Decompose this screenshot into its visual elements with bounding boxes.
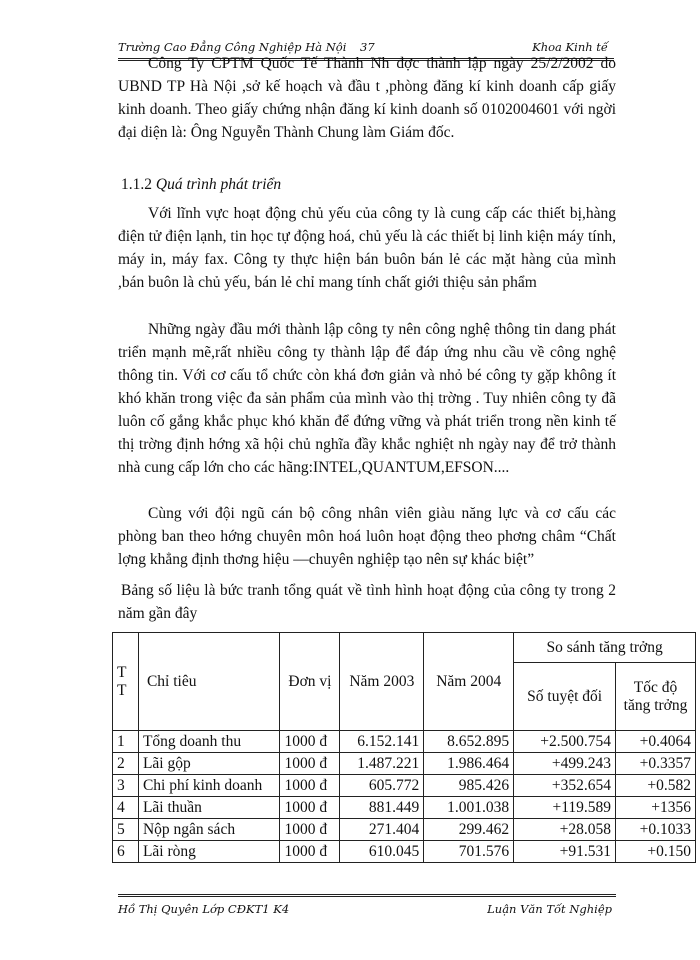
cell-absolute: +28.058 [514,819,616,841]
cell-tt: 2 [113,753,139,775]
cell-unit: 1000 đ [280,753,340,775]
table-row [113,797,696,819]
table-header-row [113,633,696,663]
cell-tt: 4 [113,797,139,819]
cell-absolute: +91.531 [514,841,616,863]
early-days-paragraph: Những ngày đầu mới thành lập công ty nên công nghệ thông tin dang phát triển mạnh mẽ,rất nhiều công ty thành lập để đáp ứng nhu cầu về công nghệ thông tin. Với cơ cấu tổ chức còn khá đơn giản và nhỏ bé công ty gặp không ít khó khăn trong việc đa sản phẩm của mình vào thị trờng . Tuy nhiên công ty đã luôn cố gắng khắc phục khó khăn để đứng vững và phát triển trong nền kinh tế thị trờng định hớng xã hội chủ nghĩa đầy khắc nghiệt nh ngày nay để trở thành nhà cung cấp lớn cho các hãng:INTEL,QUANTUM,EFSON.... [118,321,616,476]
header-absolute: Số tuyệt đối [514,663,616,731]
header-2003: Năm 2003 [340,633,424,731]
business-results-table [112,632,696,863]
cell-unit: 1000 đ [280,731,340,753]
faculty-name: Khoa Kinh tế [532,40,608,54]
table-row [113,819,696,841]
cell-tt: 5 [113,819,139,841]
cell-2003: 605.772 [340,775,424,797]
cell-2004: 1.986.464 [424,753,514,775]
cell-2003: 610.045 [340,841,424,863]
cell-unit: 1000 đ [280,797,340,819]
cell-absolute: +352.654 [514,775,616,797]
cell-indicator: Lãi gộp [138,753,280,775]
cell-unit: 1000 đ [280,775,340,797]
cell-indicator: Lãi ròng [138,841,280,863]
header-tt: T T [113,633,139,731]
header-2004: Năm 2004 [424,633,514,731]
table-row [113,753,696,775]
cell-indicator: Nộp ngân sách [138,819,280,841]
header-indicator: Chỉ tiêu [138,633,280,731]
cell-tt: 3 [113,775,139,797]
cell-rate: +0.150 [616,841,696,863]
cell-2003: 881.449 [340,797,424,819]
cell-2004: 299.462 [424,819,514,841]
cell-rate: +0.4064 [616,731,696,753]
cell-absolute: +119.589 [514,797,616,819]
cell-absolute: +499.243 [514,753,616,775]
school-name: Trường Cao Đẳng Công Nghiệp Hà Nội [118,40,347,54]
cell-rate: +1356 [616,797,696,819]
author-name: Hồ Thị Quyên Lớp CĐKT1 K4 [118,902,290,916]
intro-paragraph: Công Ty CPTM Quốc Tế Thành Nh đợc thành lập ngày 25/2/2002 do UBND TP Hà Nội ,sở kế hoạch và đầu t ,phòng đăng kí kinh doanh cấp giấy kinh doanh. Theo giấy chứng nhận đăng kí kinh doanh số 0102004601 với ngời đại diện là: Ông Nguyễn Thành Chung làm Giám đốc. [118,55,616,141]
header-comparison: So sánh tăng trởng [514,633,696,663]
cell-2004: 701.576 [424,841,514,863]
table-row [113,775,696,797]
cell-2004: 8.652.895 [424,731,514,753]
page-number: 37 [360,40,375,54]
table-row [113,731,696,753]
cell-indicator: Tổng doanh thu [138,731,280,753]
staff-paragraph: Cùng với đội ngũ cán bộ công nhân viên giàu năng lực và cơ cấu các phòng ban theo hớng chuyên môn hoá luôn hoạt động theo phơng châm “Chất lợng khẳng định thơng hiệu —chuyên nghiệp tạo nên sự khác biệt” [118,505,616,568]
cell-tt: 6 [113,841,139,863]
cell-indicator: Chi phí kinh doanh [138,775,280,797]
thesis-label: Luận Văn Tốt Nghiệp [487,902,612,916]
cell-2003: 1.487.221 [340,753,424,775]
cell-2003: 271.404 [340,819,424,841]
page-footer [118,894,616,925]
cell-rate: +0.3357 [616,753,696,775]
section-title: Quá trình phát triển [155,176,282,193]
section-number: 1.1.2 [121,176,152,193]
table-row [113,841,696,863]
cell-tt: 1 [113,731,139,753]
header-rate: Tốc độ tăng trởng [616,663,696,731]
cell-unit: 1000 đ [280,819,340,841]
cell-unit: 1000 đ [280,841,340,863]
cell-rate: +0.1033 [616,819,696,841]
section-heading [121,176,281,194]
header-unit: Đơn vị [280,633,340,731]
cell-2004: 985.426 [424,775,514,797]
table-intro-paragraph: Bảng số liệu là bức tranh tổng quát về tình hình hoạt động của công ty trong 2 năm gần đây [118,582,616,622]
cell-2003: 6.152.141 [340,731,424,753]
cell-absolute: +2.500.754 [514,731,616,753]
cell-2004: 1.001.038 [424,797,514,819]
cell-rate: +0.582 [616,775,696,797]
cell-indicator: Lãi thuần [138,797,280,819]
development-paragraph: Với lĩnh vực hoạt động chủ yếu của công ty là cung cấp các thiết bị,hàng điện tử điện lạnh, tin học tự động hoá, chủ yếu là các thiết bị linh kiện máy tính, máy in, máy fax. Công ty thực hiện bán buôn bán lẻ các mặt hàng của mình ,bán buôn là chủ yếu, bán lẻ chỉ mang tính chất giới thiệu sản phẩm [118,205,616,291]
